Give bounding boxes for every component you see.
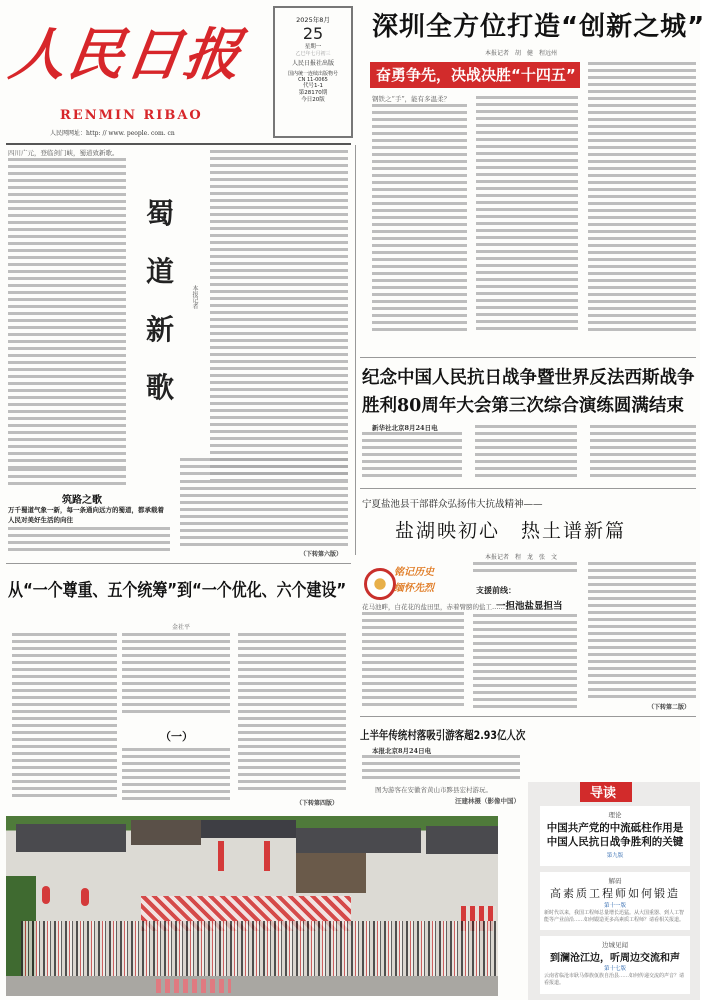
publisher: 人民日报社出版 [291,60,334,68]
shudao-deck: 万千蜀道气象一新，每一条通向远方的蜀道，都承载着人民对美好生活的向往 [8,506,164,524]
ningxia-headline[interactable]: 盐湖映初心 热土谱新篇 [395,520,627,542]
shudao-subhead: 筑路之歌 [62,495,102,506]
city-section-mark: （一） [160,730,193,743]
lead-headline[interactable]: 深圳全方位打造“创新之城” [372,12,705,42]
masthead-logo [5,8,260,103]
masthead-title: 人民日报 [5,22,247,88]
title-char: 新 [145,313,174,346]
issue-number: 第28170期 [298,90,328,97]
ningxia-body-col3 [588,562,696,702]
villages-body [362,755,520,779]
page-count: 今日20版 [301,97,325,103]
commemoration-dateline: 新华社北京8月24日电 [372,424,438,432]
lead-body-col2 [476,96,578,334]
shudao-vertical-title [140,185,180,417]
guide-item[interactable] [540,872,690,930]
ningxia-subhead-label: 支援前线： [476,585,516,595]
shudao-body-col2 [210,150,348,480]
date-year-month: 2025年8月 [296,16,330,24]
lead-byline: 本报记者 胡 健 程远州 [485,50,558,57]
shudao-byline: 本报记者 [191,285,198,309]
date-box [273,6,353,138]
section-divider [360,716,696,717]
guide-label-text: 导读 [590,786,617,801]
commemoration-body-col1 [362,432,462,477]
ningxia-body-col2a [473,562,577,576]
ningxia-subhead: 一担池盐显担当 [496,601,563,612]
ningxia-opening: 花马池畔，白花花的盐田里，赤着臂膀的盐工…… [362,603,505,611]
shudao-body-col3 [8,527,170,555]
city-body-col2a [122,633,230,713]
guide-page: 第十七版 [603,966,626,972]
ningxia-body-col2b [473,614,577,710]
date-day: 25 [302,24,324,44]
section-divider [360,357,696,358]
city-body-col1 [12,633,117,801]
guide-box [528,782,700,1000]
ningxia-continued[interactable]: （下转第二版） [648,704,691,711]
commemoration-body-col3 [590,425,696,477]
villages-headline[interactable]: 上半年传统村落吸引游客超2.93亿人次 [360,729,526,742]
guide-title: 到澜沧江边，听周边交流和声 [550,953,680,964]
guide-item[interactable] [540,806,690,866]
shudao-continued[interactable]: （下转第六版） [300,551,343,558]
serial-label: 国内统一连续出版物号 [287,70,338,77]
shudao-body-col4 [180,480,348,548]
villages-caption: 图为游客在安徽省黄山市黟县宏村游玩。 [375,786,492,794]
masthead-website[interactable]: 人民网网址：http: // www. people. com. cn [50,130,175,137]
section-divider [360,488,696,489]
guide-summary: 云南省临沧市耿马傣族佤族自治县……如何传递交流的声音？请看报道。 [544,973,685,986]
lead-body-col3 [588,62,696,334]
column-divider [355,145,356,555]
title-char: 蜀 [145,197,174,230]
commemoration-headline-1[interactable]: 纪念中国人民抗日战争暨世界反法西斯战争 [362,368,695,388]
section-divider [6,563,351,564]
guide-summary: 新时代以来，我国工程师总量增长迅猛。从大国重器、到人工智能等产业前沿……如何锻造更多高素质工程师？请看相关报道。 [544,910,685,923]
memorial-logo [362,562,442,600]
shudao-opening: 四川广元，登临剑门峡，蜀道致新歌。 [8,149,119,157]
commemoration-headline-2[interactable]: 胜利80周年大会第三次综合演练圆满结束 [362,396,684,416]
section-divider-top [6,143,351,145]
lead-banner [370,62,580,88]
guide-label [580,782,632,802]
villages-dateline: 本报北京8月24日电 [372,747,432,755]
guide-section: 解码 [608,877,622,885]
lead-body-col1 [372,104,467,334]
city-body-col3 [238,633,346,793]
city-byline: 金社平 [172,624,191,631]
title-char: 歌 [145,371,174,404]
guide-title: 高素质工程师如何锻造 [550,887,680,900]
commemoration-body-col2 [475,425,577,477]
date-weekday: 星期一 [304,44,322,51]
guide-section: 理论 [608,811,622,819]
ningxia-body-col1 [362,612,464,710]
lead-opening: 钢铁之“手”，能有多温柔？ [372,95,451,103]
guide-title: 中国共产党的中流砥柱作用是中国人民抗日战争胜利的关键 [546,822,684,848]
shudao-body-col2b [180,458,348,478]
city-headline[interactable]: 从“一个尊重、五个统筹”到“一个优化、六个建设” [8,581,347,601]
memorial-logo-text: 铭记历史 缅怀先烈 [394,567,434,594]
ningxia-byline: 本报记者 程 龙 张 文 [485,554,558,561]
banner-text: 奋勇争先，决战决胜“十四五” [376,66,576,84]
villages-photo-credit: 汪建林摄（影像中国） [455,797,520,805]
guide-item[interactable] [540,936,690,994]
hongcun-village-photo [6,816,498,996]
guide-page: 第九版 [606,853,624,859]
guide-page: 第十一版 [603,903,626,909]
ningxia-kicker: 宁夏盐池县干部群众弘扬伟大抗战精神—— [362,499,543,510]
date-lunar: 乙巳年七月初三 [295,51,331,57]
cn-number: CN 11-0065 [298,77,328,83]
masthead-romanized: RENMIN RIBAO [60,108,203,123]
city-continued[interactable]: （下转第四版） [296,800,339,807]
postal-code: 代号1-1 [303,83,323,90]
memorial-emblem-icon [364,568,396,600]
city-body-col2b [122,748,230,801]
title-char: 道 [145,255,174,288]
guide-section: 边城见闻 [602,941,628,949]
shudao-body-col1 [8,158,126,468]
shudao-body-tail [8,468,126,486]
